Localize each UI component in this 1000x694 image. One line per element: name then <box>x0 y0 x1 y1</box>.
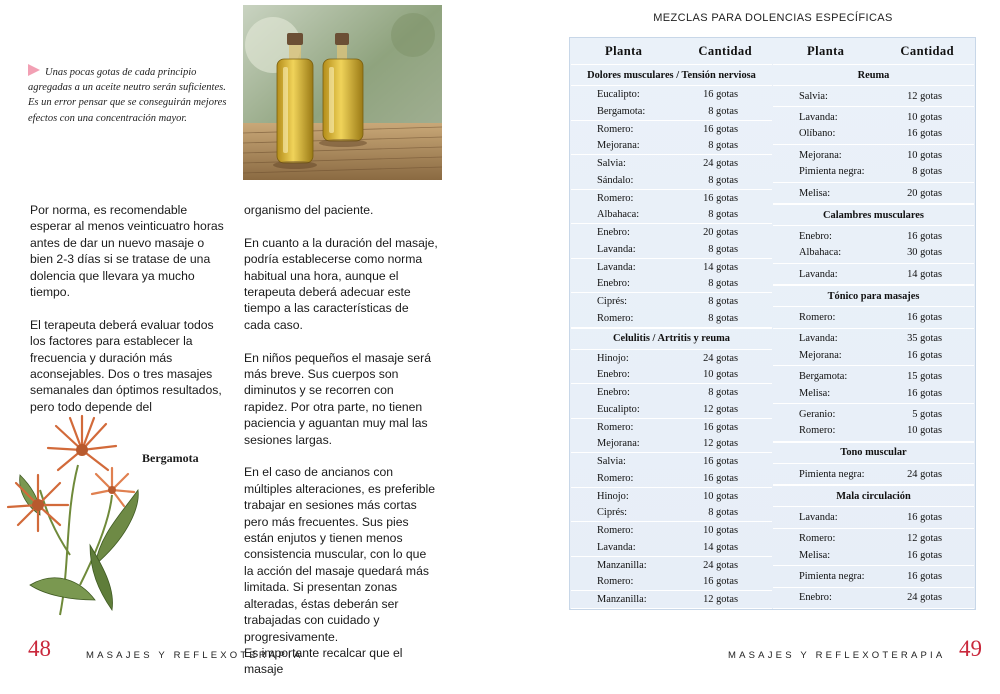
paragraph: En el caso de ancianos con múltiples alteraciones, es preferible trabajar en sesiones más cortas pero más frecuentes. Sus pies están enjutos y tienen menos consistencia muscular, con lo que la acción del masaje quedará más limitada. Si presentan zonas alteradas, éstas deberán ser trabajadas con cuidado y progresivamente. <box>244 465 436 644</box>
plant-name: Hinojo: <box>597 352 629 364</box>
plant-name: Enebro: <box>597 278 630 289</box>
paragraph: Por norma, es recomendable esperar al menos veinticuatro horas antes de dar un nuevo masaje o bien 2-3 días si se tratase de una dolencia que llevara ya mucho tiempo. <box>30 203 224 300</box>
table-row <box>571 366 772 383</box>
table-row <box>571 103 772 120</box>
blend-group <box>571 419 772 454</box>
section-title: Celulitis / Artritis y reuma <box>571 328 772 350</box>
table-row <box>773 423 974 440</box>
plant-name: Romero: <box>597 525 634 536</box>
blend-group <box>773 464 974 485</box>
plant-name: Bergamota: <box>799 371 848 383</box>
plant-name: Lavanda: <box>597 243 636 255</box>
blend-group <box>571 384 772 419</box>
drop-quantity: 8 gotas <box>708 243 738 255</box>
drop-quantity: 5 gotas <box>912 408 942 420</box>
table-row <box>571 293 772 310</box>
table-row <box>571 573 772 590</box>
table-row <box>773 368 974 385</box>
paragraph: Es importante recalcar que el masaje <box>244 645 403 677</box>
table-row <box>773 330 974 347</box>
drop-quantity: 24 gotas <box>703 559 738 571</box>
blend-group <box>571 259 772 294</box>
page-number-left: 48 <box>28 636 51 661</box>
plant-name: Pimienta negra: <box>799 468 865 480</box>
drop-quantity: 24 gotas <box>907 592 942 604</box>
table-row <box>773 466 974 483</box>
drop-quantity: 20 gotas <box>703 227 738 238</box>
plant-name: Romero: <box>597 421 634 433</box>
drop-quantity: 10 gotas <box>907 425 942 437</box>
section-title: Calambres musculares <box>773 204 974 226</box>
plant-name: Romero: <box>597 123 634 135</box>
page-number-right: 49 <box>959 636 982 661</box>
table-row <box>571 259 772 276</box>
blend-group <box>773 404 974 442</box>
table-row <box>571 275 772 292</box>
table-column-left <box>571 38 772 609</box>
plant-name: Romero: <box>597 576 634 587</box>
table-row <box>571 137 772 154</box>
table-row <box>571 172 772 189</box>
table-row <box>773 530 974 547</box>
table-row <box>773 568 974 585</box>
drop-quantity: 16 gotas <box>703 192 738 204</box>
plant-name: Romero: <box>799 533 836 545</box>
drop-quantity: 12 gotas <box>703 403 738 415</box>
plant-name: Melisa: <box>799 187 831 199</box>
table-row <box>773 590 974 607</box>
table-row <box>571 206 772 223</box>
table-row <box>773 347 974 364</box>
table-row <box>773 547 974 564</box>
table-row <box>773 109 974 126</box>
plant-name: Mejorana: <box>799 349 842 361</box>
drop-quantity: 8 gotas <box>708 105 738 117</box>
table-row <box>571 310 772 327</box>
triangle-bullet-icon <box>28 64 40 76</box>
blend-group <box>571 190 772 225</box>
plant-name: Enebro: <box>799 230 832 242</box>
table-row <box>571 401 772 418</box>
bergamot-flower-illustration <box>0 395 160 620</box>
drop-quantity: 10 gotas <box>703 369 738 380</box>
drop-quantity: 16 gotas <box>907 128 942 140</box>
plant-name: Mejorana: <box>799 149 842 161</box>
drop-quantity: 16 gotas <box>703 472 738 484</box>
blend-group <box>773 226 974 264</box>
plant-name: Melisa: <box>799 387 831 399</box>
drop-quantity: 14 gotas <box>703 541 738 553</box>
blend-group <box>571 86 772 121</box>
tip-note-text: Unas pocas gotas de cada principio agregadas a un aceite neutro serán suficientes. Es un error pensar que se conseguirán mejores efectos con una concentración mayor. <box>28 67 227 124</box>
table-row <box>571 488 772 505</box>
table-row <box>773 385 974 402</box>
blends-table <box>569 37 976 610</box>
drop-quantity: 20 gotas <box>907 187 942 199</box>
table-row <box>773 509 974 526</box>
section-title: Mala circulación <box>773 485 974 507</box>
paragraph: En niños pequeños el masaje será más breve. Sus cuerpos son diminutos y se recorren con rapidez. Por otra parte, no tienen paciencia y aguantan muy mal las sesiones largas. <box>244 350 431 447</box>
table-row <box>571 539 772 556</box>
table-row <box>571 435 772 452</box>
drop-quantity: 16 gotas <box>703 421 738 433</box>
drop-quantity: 14 gotas <box>907 268 942 280</box>
table-row <box>773 406 974 423</box>
table-row <box>571 504 772 521</box>
header-plant: Planta <box>605 43 643 58</box>
running-title-right: MASAJES Y REFLEXOTERAPIA <box>728 650 946 661</box>
drop-quantity: 16 gotas <box>907 387 942 399</box>
paragraph: En cuanto a la duración del masaje, podría establecerse como norma habitual una hora, aunque el terapeuta deberá adecuar este tiempo a las características de cada caso. <box>244 235 438 332</box>
plant-name: Romero: <box>597 312 634 324</box>
plant-name: Lavanda: <box>597 541 636 553</box>
drop-quantity: 14 gotas <box>703 261 738 273</box>
drop-quantity: 16 gotas <box>703 89 738 100</box>
table-row <box>773 126 974 143</box>
blend-group <box>773 529 974 567</box>
blend-group <box>571 557 772 592</box>
plant-name: Pimienta negra: <box>799 166 865 178</box>
header-plant: Planta <box>807 43 845 58</box>
plant-name: Lavanda: <box>799 511 838 523</box>
header-quantity: Cantidad <box>900 43 954 58</box>
section-title: Reuma <box>773 64 974 86</box>
plant-name: Hinojo: <box>597 490 629 502</box>
drop-quantity: 24 gotas <box>907 468 942 480</box>
drop-quantity: 16 gotas <box>907 511 942 523</box>
plant-name: Mejorana: <box>597 438 640 449</box>
plant-name: Enebro: <box>799 592 832 604</box>
section-title: Dolores musculares / Tensión nerviosa <box>571 64 772 86</box>
drop-quantity: 16 gotas <box>907 571 942 582</box>
table-row <box>773 266 974 283</box>
table-row <box>571 384 772 401</box>
plant-name: Lavanda: <box>597 261 636 273</box>
paragraph: El terapeuta deberá evaluar todos los factores para establecer la frecuencia y duración más aconsejables. Dos o tres masajes semanales dan óptimos resultados, pero todo depende del <box>30 317 222 414</box>
plant-name: Lavanda: <box>799 268 838 280</box>
plant-name: Enebro: <box>597 369 630 380</box>
drop-quantity: 10 gotas <box>907 111 942 123</box>
table-row <box>571 419 772 436</box>
table-row <box>773 185 974 202</box>
drop-quantity: 15 gotas <box>907 371 942 383</box>
table-header <box>571 38 772 64</box>
table-row <box>571 557 772 574</box>
plant-name: Bergamota: <box>597 105 646 117</box>
drop-quantity: 16 gotas <box>703 123 738 135</box>
table-row <box>773 88 974 105</box>
table-row <box>773 228 974 245</box>
blend-group <box>571 293 772 328</box>
table-row <box>571 190 772 207</box>
blend-group <box>773 86 974 107</box>
table-title: MEZCLAS PARA DOLENCIAS ESPECÍFICAS <box>653 12 893 24</box>
drop-quantity: 16 gotas <box>703 576 738 587</box>
drop-quantity: 8 gotas <box>708 174 738 186</box>
plant-name: Eucalipto: <box>597 403 640 415</box>
table-row <box>773 309 974 326</box>
drop-quantity: 16 gotas <box>907 549 942 561</box>
blend-group <box>773 329 974 367</box>
table-row <box>571 591 772 608</box>
drop-quantity: 16 gotas <box>907 230 942 242</box>
table-row <box>571 350 772 367</box>
plant-name: Romero: <box>597 472 634 484</box>
drop-quantity: 8 gotas <box>708 296 738 307</box>
table-row <box>571 155 772 172</box>
plant-name: Romero: <box>799 311 836 323</box>
header-quantity: Cantidad <box>698 43 752 58</box>
blend-group <box>571 224 772 259</box>
drop-quantity: 30 gotas <box>907 247 942 259</box>
drop-quantity: 8 gotas <box>708 209 738 220</box>
blend-group <box>773 183 974 204</box>
table-row <box>571 470 772 487</box>
running-title-left: MASAJES Y REFLEXOTERAPIA <box>86 650 304 661</box>
drop-quantity: 12 gotas <box>907 90 942 102</box>
drop-quantity: 10 gotas <box>703 490 738 502</box>
drop-quantity: 8 gotas <box>708 387 738 398</box>
plant-name: Mejorana: <box>597 140 640 151</box>
blend-group <box>773 507 974 528</box>
table-row <box>773 163 974 180</box>
plant-name: Lavanda: <box>799 111 838 123</box>
table-row <box>773 147 974 164</box>
drop-quantity: 12 gotas <box>907 533 942 545</box>
blend-group <box>773 145 974 183</box>
drop-quantity: 24 gotas <box>703 352 738 364</box>
blend-group <box>571 121 772 156</box>
plant-name: Sándalo: <box>597 174 634 186</box>
drop-quantity: 10 gotas <box>907 149 942 161</box>
drop-quantity: 8 gotas <box>708 312 738 324</box>
table-row <box>571 241 772 258</box>
table-column-right <box>773 38 974 609</box>
blend-group <box>571 155 772 190</box>
plant-name: Salvia: <box>799 90 828 102</box>
table-row <box>571 453 772 470</box>
blend-group <box>773 366 974 404</box>
plant-name: Romero: <box>799 425 836 437</box>
image-caption: Bergamota <box>142 451 199 465</box>
table-row <box>773 245 974 262</box>
drop-quantity: 12 gotas <box>703 594 738 605</box>
section-title: Tono muscular <box>773 442 974 464</box>
plant-name: Ciprés: <box>597 296 628 307</box>
blend-group <box>571 488 772 523</box>
plant-name: Olíbano: <box>799 128 836 140</box>
plant-name: Enebro: <box>597 387 630 398</box>
plant-name: Pimienta negra: <box>799 571 865 582</box>
drop-quantity: 8 gotas <box>708 278 738 289</box>
plant-name: Manzanilla: <box>597 594 647 605</box>
blend-group <box>571 522 772 557</box>
drop-quantity: 8 gotas <box>708 507 738 518</box>
drop-quantity: 10 gotas <box>703 525 738 536</box>
plant-name: Lavanda: <box>799 333 838 345</box>
plant-name: Albahaca: <box>799 247 842 259</box>
table-row <box>571 522 772 539</box>
plant-name: Eucalipto: <box>597 89 640 100</box>
paragraph: organismo del paciente. <box>244 203 374 217</box>
blend-group <box>773 307 974 328</box>
plant-name: Albahaca: <box>597 209 640 220</box>
table-header <box>773 38 974 64</box>
blend-group <box>773 264 974 285</box>
table-row <box>571 224 772 241</box>
table-row <box>571 86 772 103</box>
oil-bottles-photo <box>243 5 442 180</box>
blend-group <box>773 588 974 609</box>
text-column-2 <box>244 202 438 694</box>
plant-name: Romero: <box>597 192 634 204</box>
drop-quantity: 16 gotas <box>907 349 942 361</box>
table-row <box>571 121 772 138</box>
plant-name: Salvia: <box>597 158 626 169</box>
drop-quantity: 16 gotas <box>703 456 738 467</box>
section-title: Tónico para masajes <box>773 285 974 307</box>
drop-quantity: 16 gotas <box>907 311 942 323</box>
drop-quantity: 35 gotas <box>907 333 942 345</box>
plant-name: Ciprés: <box>597 507 628 518</box>
plant-name: Salvia: <box>597 456 626 467</box>
blend-group <box>773 107 974 145</box>
tip-note <box>28 64 233 126</box>
drop-quantity: 8 gotas <box>912 166 942 178</box>
plant-name: Enebro: <box>597 227 630 238</box>
blend-group <box>571 350 772 385</box>
plant-name: Geranio: <box>799 408 836 420</box>
blend-group <box>773 566 974 587</box>
plant-name: Melisa: <box>799 549 831 561</box>
blend-group <box>571 591 772 609</box>
plant-name: Manzanilla: <box>597 559 647 571</box>
drop-quantity: 8 gotas <box>708 140 738 151</box>
blend-group <box>571 453 772 488</box>
drop-quantity: 24 gotas <box>703 158 738 169</box>
drop-quantity: 12 gotas <box>703 438 738 449</box>
